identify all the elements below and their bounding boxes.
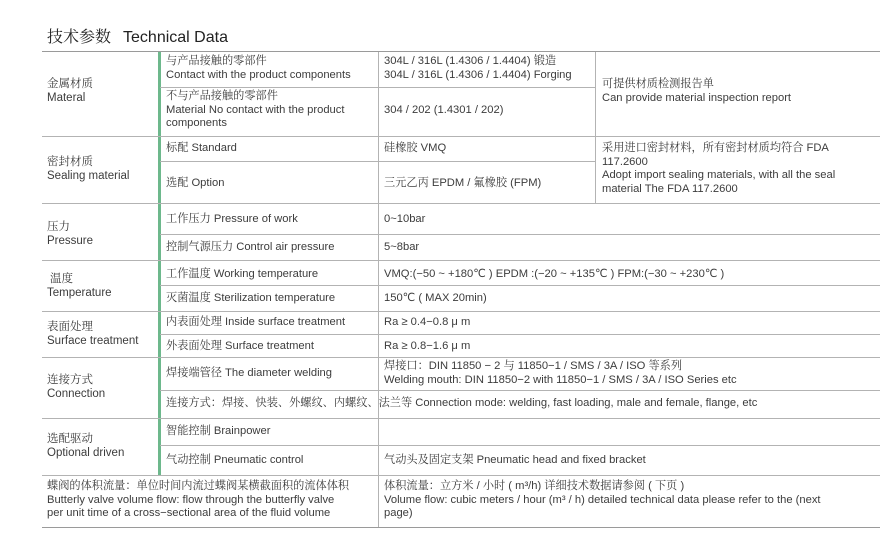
category-en: Optional driven [47,446,125,459]
nocontact-label [166,90,344,131]
row-divider [160,161,595,162]
standard-label: 标配 Standard [166,142,237,154]
flow-line: 蝶阀的体积流量：单位时间内流过蝶阀某横截面积的流体体积 [47,480,350,492]
category-zh: 密封材质 [47,156,93,168]
steril-temp-label: 灭菌温度 Sterilization temperature [166,292,336,304]
category-en: Materal [47,91,86,104]
label-en: components [166,117,227,129]
option-value: 三元乙丙 EPDM / 氟橡胶 (FPM) [384,177,542,189]
table-bottom-rule [42,527,880,528]
steril-temp-value: 150℃ ( MAX 20min) [384,292,487,304]
value-line: Welding mouth: DIN 11850−2 with 11850−1 / SMS / 3A / ISO Series etc [384,373,737,386]
material-note [602,78,791,105]
flow-line: per unit time of a cross−sectional area of the fluid volume [47,507,331,519]
air-pressure-value: 5~8bar [384,241,420,253]
working-temp-label: 工作温度 Working temperature [166,268,319,280]
brainpower-label: 智能控制 Brainpower [166,425,271,437]
category-temperature [47,273,112,300]
category-zh: 表面处理 [47,321,93,333]
row-divider [160,87,595,88]
title-en: Technical Data [123,29,228,46]
weld-value [384,360,737,387]
contact-label [166,55,351,82]
option-label: 选配 Option [166,177,225,189]
label-zh: 与产品接触的零部件 [166,55,267,67]
category-material [47,78,93,105]
inside-surface-value: Ra ≥ 0.4−0.8 μ m [384,316,471,328]
accent-bar [158,418,161,475]
page-title [47,24,228,47]
pneumatic-label: 气动控制 Pneumatic control [166,454,304,466]
row-divider [160,445,880,446]
note-line: Adopt import sealing materials, with all the seal [602,169,836,181]
category-en: Pressure [47,234,94,247]
nocontact-value: 304 / 202 (1.4301 / 202) [384,104,504,116]
accent-bar [158,357,161,418]
outside-surface-label: 外表面处理 Surface treatment [166,340,314,352]
row-divider [42,357,880,358]
col-divider-3 [595,52,596,136]
col-divider-4 [595,136,596,203]
weld-label: 焊接端管径 The diameter welding [166,367,333,379]
row-divider [160,234,880,235]
note-line: 采用进口密封材料，所有密封材质均符合 FDA [602,142,829,154]
flow-note [384,480,821,521]
category-zh: 金属材质 [47,78,93,90]
category-sealing [47,156,129,183]
note-line: material The FDA 117.2600 [602,182,738,195]
air-pressure-label: 控制气源压力 Control air pressure [166,241,335,253]
outside-surface-value: Ra ≥ 0.8−1.6 μ m [384,340,471,352]
value-line: 304L / 316L (1.4306 / 1.4404) Forging [384,68,572,81]
work-pressure-value: 0~10bar [384,213,426,225]
category-en: Connection [47,387,106,400]
category-pressure [47,221,93,248]
row-divider [42,260,880,261]
col-divider-2 [378,52,379,527]
category-zh: 压力 [47,221,70,233]
flow-definition [47,480,349,521]
row-divider [42,311,880,312]
contact-value [384,55,572,82]
flow-line: Butterly valve volume flow: flow through the butterfly valve [47,493,335,506]
value-line: 焊接口：DIN 11850 − 2 与 11850−1 / SMS / 3A / ISO 等系列 [384,360,683,372]
category-zh: 选配驱动 [47,433,93,445]
accent-bar [158,52,161,136]
label-zh: 不与产品接触的零部件 [166,90,278,102]
category-zh: 连接方式 [47,374,93,386]
category-drive [47,433,124,460]
work-pressure-label: 工作压力 Pressure of work [166,213,298,225]
flow-line: page) [384,507,413,519]
row-divider [42,136,880,137]
pneumatic-value: 气动头及固定支架 Pneumatic head and fixed bracket [384,454,646,466]
category-en: Surface treatment [47,334,139,347]
sealing-note [602,142,835,196]
note-line: 117.2600 [602,155,648,168]
note-en: Can provide material inspection report [602,91,792,104]
category-zh: 温度 [50,273,73,285]
category-connection [47,374,105,401]
row-divider [160,390,880,391]
label-en: Material No contact with the product [166,103,345,116]
standard-value: 硅橡胶 VMQ [384,142,447,154]
label-en: Contact with the product components [166,68,351,81]
connection-mode: 连接方式：焊接、快装、外螺纹、内螺纹、法兰等 Connection mode: welding, fast loading, male and female, flange, etc [166,397,758,409]
row-divider [42,418,880,419]
value-line: 304L / 316L (1.4306 / 1.4404) 锻造 [384,55,557,67]
row-divider [160,285,880,286]
accent-bar [158,136,161,203]
accent-bar [158,203,161,260]
working-temp-value: VMQ:(−50 ~ +180℃ ) EPDM :(−20 ~ +135℃ ) FPM:(−30 ~ +230℃ ) [384,268,725,280]
title-zh: 技术参数 [47,29,112,46]
inside-surface-label: 内表面处理 Inside surface treatment [166,316,346,328]
category-surface [47,321,138,348]
flow-line: 体积流量：立方米 / 小时 ( m³/h) 详细技术数据请参阅 ( 下页 ) [384,480,685,492]
title-rule [42,51,880,52]
note-zh: 可提供材质检测报告单 [602,78,714,90]
category-en: Sealing material [47,169,130,182]
row-divider [42,475,880,476]
flow-line: Volume flow: cubic meters / hour (m³ / h) detailed technical data please refer to the (next [384,493,821,506]
category-en: Temperature [47,286,112,299]
row-divider [160,334,880,335]
row-divider [42,203,880,204]
